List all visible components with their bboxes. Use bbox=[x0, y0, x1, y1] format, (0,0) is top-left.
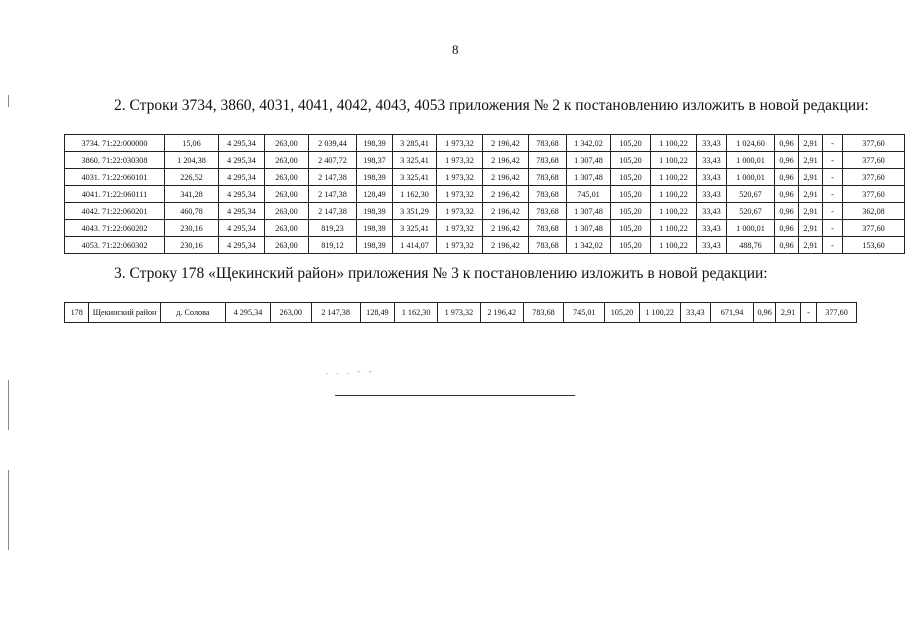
table-cell: 377,60 bbox=[843, 152, 905, 169]
table-cell: 1 307,48 bbox=[567, 169, 611, 186]
page-number: 8 bbox=[452, 42, 459, 57]
table-cell: 198,39 bbox=[357, 203, 393, 220]
table-cell: 377,60 bbox=[843, 169, 905, 186]
table-cell: 33,43 bbox=[697, 203, 727, 220]
table-cell: 3 285,41 bbox=[393, 135, 437, 152]
table-cell: 4053. 71:22:060302 bbox=[65, 237, 165, 254]
table-cell: 105,20 bbox=[611, 186, 651, 203]
table-cell: 2,91 bbox=[799, 220, 823, 237]
table-row bbox=[65, 303, 857, 323]
table-cell: 1 000,01 bbox=[727, 169, 775, 186]
table-cell: 128,49 bbox=[357, 186, 393, 203]
table-cell: 3 325,41 bbox=[393, 152, 437, 169]
table-cell: 105,20 bbox=[605, 303, 640, 323]
table-cell: 4 295,34 bbox=[219, 186, 265, 203]
table-cell: 1 162,30 bbox=[395, 303, 438, 323]
table-row bbox=[65, 169, 905, 186]
table-cell: 2 039,44 bbox=[309, 135, 357, 152]
table-cell: 1 307,48 bbox=[567, 203, 611, 220]
table-cell: 1 973,32 bbox=[437, 237, 483, 254]
table-cell: 783,68 bbox=[523, 303, 564, 323]
table-cell: 230,16 bbox=[165, 237, 219, 254]
table-cell: 263,00 bbox=[265, 186, 309, 203]
table-cell: 2 196,42 bbox=[483, 203, 529, 220]
table-cell: 2 196,42 bbox=[483, 186, 529, 203]
table-row bbox=[65, 220, 905, 237]
table-cell: 33,43 bbox=[697, 152, 727, 169]
table-cell: 3 325,41 bbox=[393, 220, 437, 237]
table-cell: 1 100,22 bbox=[651, 152, 697, 169]
table-cell: 33,43 bbox=[680, 303, 711, 323]
table-cell: 0,96 bbox=[775, 220, 799, 237]
table-cell: 2 196,42 bbox=[483, 135, 529, 152]
table-cell: 2 196,42 bbox=[483, 220, 529, 237]
table-cell: 1 100,22 bbox=[651, 203, 697, 220]
table-cell: 520,67 bbox=[727, 186, 775, 203]
margin-mark bbox=[8, 380, 9, 430]
table-cell: 783,68 bbox=[529, 186, 567, 203]
table-cell: 198,39 bbox=[357, 135, 393, 152]
table-cell: 1 100,22 bbox=[651, 220, 697, 237]
table-cell: 2,91 bbox=[776, 303, 800, 323]
table-cell: 377,60 bbox=[817, 303, 857, 323]
table-cell: 263,00 bbox=[265, 169, 309, 186]
table-cell: 1 342,02 bbox=[567, 237, 611, 254]
table-cell: 1 973,32 bbox=[437, 203, 483, 220]
table-cell: 1 973,32 bbox=[437, 220, 483, 237]
table-cell: 263,00 bbox=[265, 237, 309, 254]
table-cell: 263,00 bbox=[270, 303, 311, 323]
table-row bbox=[65, 152, 905, 169]
table-cell: Щекинский район bbox=[89, 303, 160, 323]
table-cell: 783,68 bbox=[529, 203, 567, 220]
table-cell: 105,20 bbox=[611, 237, 651, 254]
table-cell: 153,60 bbox=[843, 237, 905, 254]
table-cell: 4 295,34 bbox=[219, 203, 265, 220]
table-cell: - bbox=[823, 203, 843, 220]
table-cell: 33,43 bbox=[697, 169, 727, 186]
table-row bbox=[65, 203, 905, 220]
table-cell: 2 147,38 bbox=[309, 186, 357, 203]
table-row bbox=[65, 135, 905, 152]
table-cell: 33,43 bbox=[697, 186, 727, 203]
table-cell: 4041. 71:22:060111 bbox=[65, 186, 165, 203]
table-cell: 4 295,34 bbox=[219, 169, 265, 186]
table-cell: 377,60 bbox=[843, 220, 905, 237]
table-cell: 4 295,34 bbox=[219, 135, 265, 152]
table-cell: - bbox=[823, 169, 843, 186]
table-cell: 2 147,38 bbox=[311, 303, 360, 323]
table-cell: 1 204,38 bbox=[165, 152, 219, 169]
table-cell: 2 196,42 bbox=[483, 237, 529, 254]
table-cell: 33,43 bbox=[697, 135, 727, 152]
table-cell: 819,23 bbox=[309, 220, 357, 237]
table-cell: 263,00 bbox=[265, 203, 309, 220]
table-cell: 1 100,22 bbox=[651, 169, 697, 186]
section-3-table bbox=[64, 302, 857, 323]
table-cell: 783,68 bbox=[529, 169, 567, 186]
table-cell: 1 100,22 bbox=[651, 186, 697, 203]
table-cell: 15,06 bbox=[165, 135, 219, 152]
table-cell: 745,01 bbox=[564, 303, 605, 323]
table-cell: - bbox=[823, 237, 843, 254]
table-cell: 745,01 bbox=[567, 186, 611, 203]
table-cell: - bbox=[800, 303, 816, 323]
section-2-table bbox=[64, 134, 905, 254]
table-cell: 128,49 bbox=[360, 303, 395, 323]
table-cell: 4 295,34 bbox=[219, 152, 265, 169]
table-cell: 4 295,34 bbox=[226, 303, 271, 323]
table-cell: 198,37 bbox=[357, 152, 393, 169]
table-cell: 0,96 bbox=[753, 303, 775, 323]
table-cell: 263,00 bbox=[265, 220, 309, 237]
table-cell: 198,39 bbox=[357, 169, 393, 186]
table-cell: 1 973,32 bbox=[437, 152, 483, 169]
table-cell: 3 351,29 bbox=[393, 203, 437, 220]
table-cell: 1 000,01 bbox=[727, 220, 775, 237]
table-cell: 1 973,32 bbox=[437, 135, 483, 152]
table-cell: 2 196,42 bbox=[483, 152, 529, 169]
table-cell: - bbox=[823, 152, 843, 169]
table-cell: 2 147,38 bbox=[309, 203, 357, 220]
table-cell: 0,96 bbox=[775, 203, 799, 220]
table-cell: 4 295,34 bbox=[219, 237, 265, 254]
table-cell: - bbox=[823, 220, 843, 237]
table-row bbox=[65, 186, 905, 203]
table-cell: 4031. 71:22:060101 bbox=[65, 169, 165, 186]
table-cell: 263,00 bbox=[265, 135, 309, 152]
table-cell: 1 100,22 bbox=[651, 135, 697, 152]
table-cell: 0,96 bbox=[775, 152, 799, 169]
table-cell: 377,60 bbox=[843, 135, 905, 152]
table-cell: 1 162,30 bbox=[393, 186, 437, 203]
table-cell: 341,28 bbox=[165, 186, 219, 203]
table-cell: 226,52 bbox=[165, 169, 219, 186]
table-cell: 178 bbox=[65, 303, 89, 323]
faint-dots: . . . - - bbox=[326, 366, 375, 376]
table-cell: 2,91 bbox=[799, 152, 823, 169]
table-cell: 4042. 71:22:060201 bbox=[65, 203, 165, 220]
table-cell: 783,68 bbox=[529, 152, 567, 169]
separator-line bbox=[335, 395, 575, 396]
table-cell: 4 295,34 bbox=[219, 220, 265, 237]
section-2-heading: 2. Строки 3734, 3860, 4031, 4041, 4042, 4043, 4053 приложения № 2 к постановлению изложить в новой редакции: bbox=[114, 97, 869, 114]
table-cell: 198,39 bbox=[357, 220, 393, 237]
table-cell: 1 973,32 bbox=[437, 186, 483, 203]
table-cell: 1 342,02 bbox=[567, 135, 611, 152]
table-cell: 362,08 bbox=[843, 203, 905, 220]
table-cell: 783,68 bbox=[529, 220, 567, 237]
table-cell: 1 307,48 bbox=[567, 220, 611, 237]
table-cell: - bbox=[823, 135, 843, 152]
table-cell: 3860. 71:22:030308 bbox=[65, 152, 165, 169]
table-row bbox=[65, 237, 905, 254]
table-cell: 1 973,32 bbox=[438, 303, 481, 323]
table-cell: 198,39 bbox=[357, 237, 393, 254]
table-cell: 0,96 bbox=[775, 169, 799, 186]
table-cell: 671,94 bbox=[711, 303, 754, 323]
table-cell: 1 100,22 bbox=[639, 303, 680, 323]
margin-mark bbox=[8, 95, 9, 107]
table-cell: 0,96 bbox=[775, 186, 799, 203]
table-cell: 33,43 bbox=[697, 237, 727, 254]
table-cell: 230,16 bbox=[165, 220, 219, 237]
table-cell: 2,91 bbox=[799, 186, 823, 203]
table-cell: 0,96 bbox=[775, 135, 799, 152]
table-cell: 520,67 bbox=[727, 203, 775, 220]
table-cell: 1 024,60 bbox=[727, 135, 775, 152]
table-cell: - bbox=[823, 186, 843, 203]
table-cell: 105,20 bbox=[611, 203, 651, 220]
table-cell: 4043. 71:22:060202 bbox=[65, 220, 165, 237]
table-cell: 783,68 bbox=[529, 237, 567, 254]
table-cell: 2 407,72 bbox=[309, 152, 357, 169]
table-cell: 1 100,22 bbox=[651, 237, 697, 254]
table-cell: 2,91 bbox=[799, 237, 823, 254]
table-cell: 105,20 bbox=[611, 169, 651, 186]
table-cell: 2,91 bbox=[799, 169, 823, 186]
table-cell: 1 414,07 bbox=[393, 237, 437, 254]
table-cell: 1 000,01 bbox=[727, 152, 775, 169]
table-cell: 783,68 bbox=[529, 135, 567, 152]
table-cell: 1 973,32 bbox=[437, 169, 483, 186]
table-cell: 460,78 bbox=[165, 203, 219, 220]
table-cell: 2 196,42 bbox=[483, 169, 529, 186]
table-cell: 1 307,48 bbox=[567, 152, 611, 169]
table-cell: 2 196,42 bbox=[480, 303, 523, 323]
table-cell: 263,00 bbox=[265, 152, 309, 169]
table-cell: 488,76 bbox=[727, 237, 775, 254]
table-cell: 2,91 bbox=[799, 203, 823, 220]
table-cell: 2 147,38 bbox=[309, 169, 357, 186]
section-3-heading: 3. Строку 178 «Щекинский район» приложения № 3 к постановлению изложить в новой редакции: bbox=[114, 265, 768, 282]
table-cell: 2,91 bbox=[799, 135, 823, 152]
table-cell: 105,20 bbox=[611, 135, 651, 152]
table-cell: 377,60 bbox=[843, 186, 905, 203]
table-cell: 3 325,41 bbox=[393, 169, 437, 186]
table-cell: 105,20 bbox=[611, 152, 651, 169]
table-cell: 819,12 bbox=[309, 237, 357, 254]
margin-mark bbox=[8, 470, 9, 550]
table-cell: 0,96 bbox=[775, 237, 799, 254]
table-cell: 3734. 71:22:000000 bbox=[65, 135, 165, 152]
table-cell: 33,43 bbox=[697, 220, 727, 237]
table-cell: 105,20 bbox=[611, 220, 651, 237]
table-cell: д. Солова bbox=[160, 303, 225, 323]
